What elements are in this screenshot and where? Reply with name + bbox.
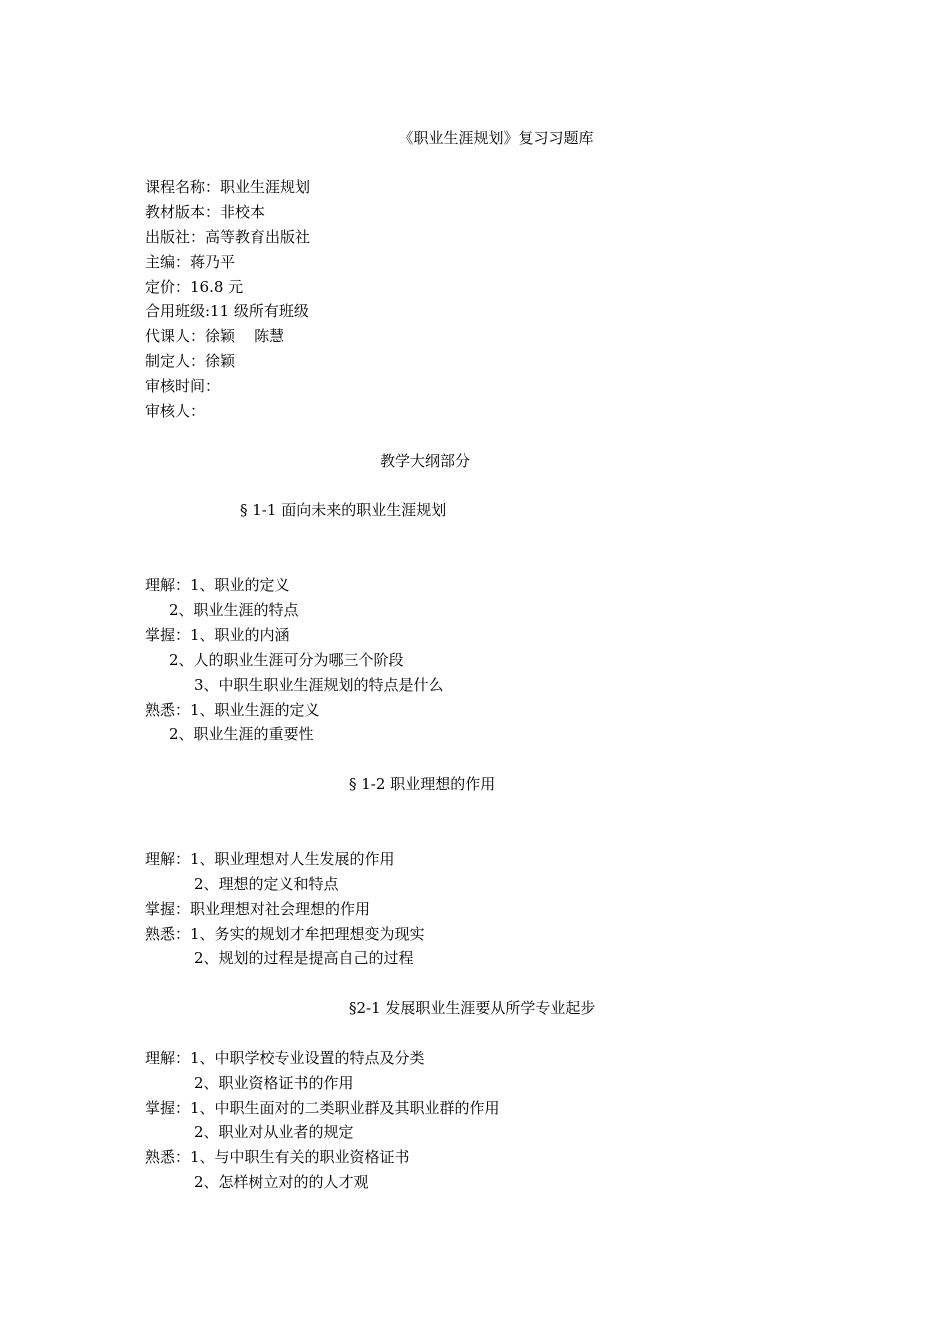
info-course: 课程名称：职业生涯规划: [145, 178, 311, 196]
section-line: 掌握：职业理想对社会理想的作用: [145, 900, 371, 918]
section-line: 2、职业生涯的特点: [169, 601, 299, 619]
info-reviewer: 审核人：: [145, 402, 206, 420]
info-classes: 合用班级:11 级所有班级: [145, 302, 309, 320]
section-line: 2、职业生涯的重要性: [169, 725, 314, 743]
section-line: 2、职业资格证书的作用: [194, 1074, 354, 1092]
section-line: 2、怎样树立对的的人才观: [194, 1173, 369, 1191]
section-line: 2、人的职业生涯可分为哪三个阶段: [169, 651, 404, 669]
info-price: 定价：16.8 元: [145, 278, 244, 296]
section-line: 2、理想的定义和特点: [194, 875, 339, 893]
section-line: 3、中职生职业生涯规划的特点是什么: [194, 676, 444, 694]
section-line: 2、规划的过程是提高自己的过程: [194, 949, 414, 967]
section-line: 掌握：1、中职生面对的二类职业群及其职业群的作用: [145, 1099, 500, 1117]
info-edition: 教材版本：非校本: [145, 203, 266, 221]
section-line: 掌握：1、职业的内涵: [145, 626, 290, 644]
info-publisher: 出版社：高等教育出版社: [145, 228, 311, 246]
section-heading: § 1-1 面向未来的职业生涯规划: [240, 501, 447, 519]
info-editor: 主编：蒋乃平: [145, 253, 236, 271]
section-line: 熟悉：1、与中职生有关的职业资格证书: [145, 1148, 410, 1166]
section-line: 理解：1、职业理想对人生发展的作用: [145, 850, 395, 868]
section-line: 2、职业对从业者的规定: [194, 1123, 354, 1141]
outline-heading: 教学大纲部分: [379, 452, 471, 470]
section-heading: §2-1 发展职业生涯要从所学专业起步: [349, 999, 596, 1017]
document-title: 《职业生涯规划》复习习题库: [398, 129, 594, 147]
info-maker: 制定人：徐颖: [145, 352, 236, 370]
section-line: 理解：1、职业的定义: [145, 576, 290, 594]
section-line: 熟悉：1、务实的规划才牟把理想变为现实: [145, 925, 425, 943]
info-teachers: 代课人：徐颖 陈慧: [145, 327, 285, 345]
info-review-time: 审核时间：: [145, 377, 221, 395]
section-heading: § 1-2 职业理想的作用: [349, 775, 496, 793]
section-line: 熟悉：1、职业生涯的定义: [145, 701, 320, 719]
section-line: 理解：1、中职学校专业设置的特点及分类: [145, 1049, 425, 1067]
